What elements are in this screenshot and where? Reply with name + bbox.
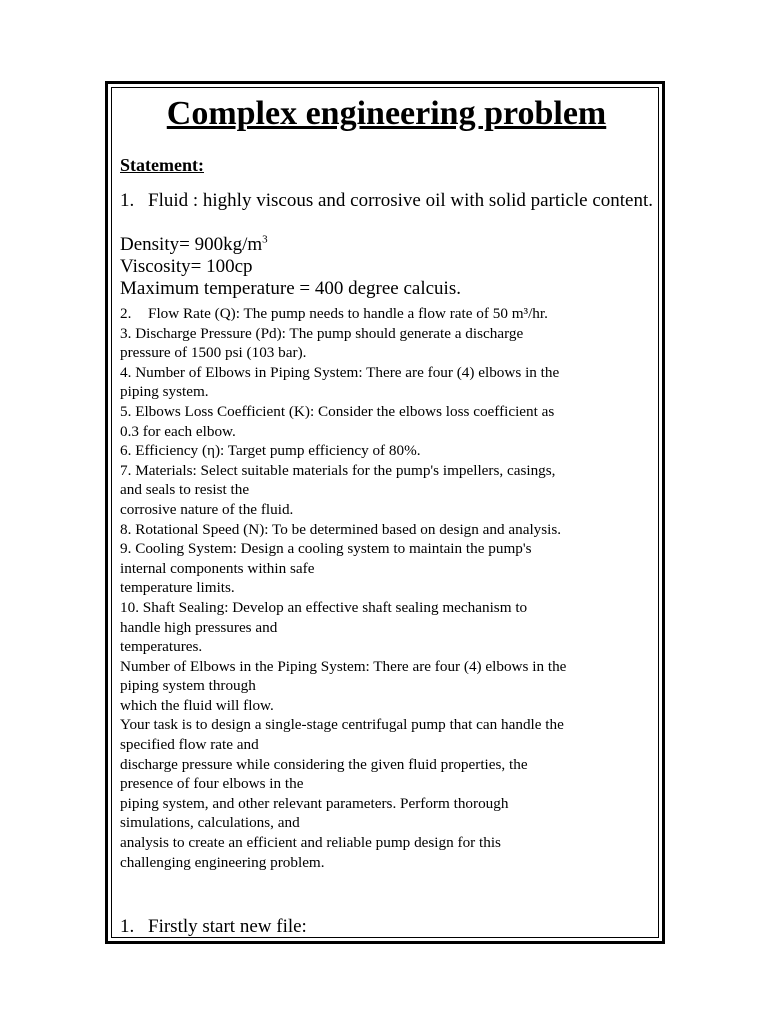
text-line: pressure of 1500 psi (103 bar). — [120, 344, 307, 362]
text-line: temperatures. — [120, 638, 203, 656]
document-title: Complex engineering problem — [166, 95, 607, 132]
text-line: analysis to create an efficient and reliable pump design for this — [120, 834, 501, 852]
text-line: temperature limits. — [120, 579, 235, 597]
list-item-fluid — [120, 190, 653, 212]
density-line — [120, 234, 653, 256]
text-line: piping system. — [120, 383, 209, 401]
page-border — [105, 81, 665, 944]
text-line: challenging engineering problem. — [120, 853, 325, 871]
text-line: 6. Efficiency (η): Target pump efficiency of 80%. — [120, 442, 421, 460]
list-item-number: 2. — [120, 305, 132, 322]
list-item-number: 1. — [120, 190, 135, 211]
text-line: internal components within safe — [120, 559, 315, 577]
text-line: corrosive nature of the fluid. — [120, 500, 294, 518]
text-line: 9. Cooling System: Design a cooling system to maintain the pump's — [120, 540, 532, 558]
list-item-text: Firstly start new file: — [148, 916, 307, 937]
text-line: handle high pressures and — [120, 618, 278, 636]
statement-heading: Statement: — [120, 155, 204, 175]
text-line: piping system, and other relevant parameters. Perform thorough — [120, 794, 509, 812]
page-inner-border — [111, 87, 659, 938]
text-line: discharge pressure while considering the given fluid properties, the — [120, 755, 528, 773]
list-item-start-new-file — [120, 916, 653, 938]
text-line: piping system through — [120, 677, 256, 695]
text-line: 3. Discharge Pressure (Pd): The pump should generate a discharge — [120, 324, 524, 342]
list-item-number: 1. — [120, 916, 135, 937]
text-line: presence of four elbows in the — [120, 775, 304, 793]
text-line: 0.3 for each elbow. — [120, 422, 236, 440]
fluid-properties — [120, 234, 653, 300]
list-item-flow-rate — [120, 304, 653, 324]
density-exponent: 3 — [262, 233, 268, 246]
text-line: specified flow rate and — [120, 736, 259, 754]
requirements-list — [120, 304, 653, 872]
max-temperature-line: Maximum temperature = 400 degree calcuis. — [120, 278, 461, 299]
text-line: Your task is to design a single-stage centrifugal pump that can handle the — [120, 716, 564, 734]
text-line: 8. Rotational Speed (N): To be determined based on design and analysis. — [120, 520, 562, 538]
text-line: 4. Number of Elbows in Piping System: There are four (4) elbows in the — [120, 363, 560, 381]
list-item-text: Fluid : highly viscous and corrosive oil with solid particle content. — [148, 190, 654, 211]
text-line: 7. Materials: Select suitable materials for the pump's impellers, casings, — [120, 461, 556, 479]
density-text: Density= 900kg/m — [120, 234, 263, 255]
text-line: simulations, calculations, and — [120, 814, 300, 832]
text-line: Number of Elbows in the Piping System: There are four (4) elbows in the — [120, 657, 567, 675]
text-line: 10. Shaft Sealing: Develop an effective shaft sealing mechanism to — [120, 598, 528, 616]
text-line: 5. Elbows Loss Coefficient (K): Consider the elbows loss coefficient as — [120, 402, 555, 420]
viscosity-line: Viscosity= 100cp — [120, 256, 253, 277]
list-item-text: Flow Rate (Q): The pump needs to handle a flow rate of 50 m³/hr. — [148, 305, 548, 322]
text-line: which the fluid will flow. — [120, 696, 274, 714]
text-line: and seals to resist the — [120, 481, 250, 499]
